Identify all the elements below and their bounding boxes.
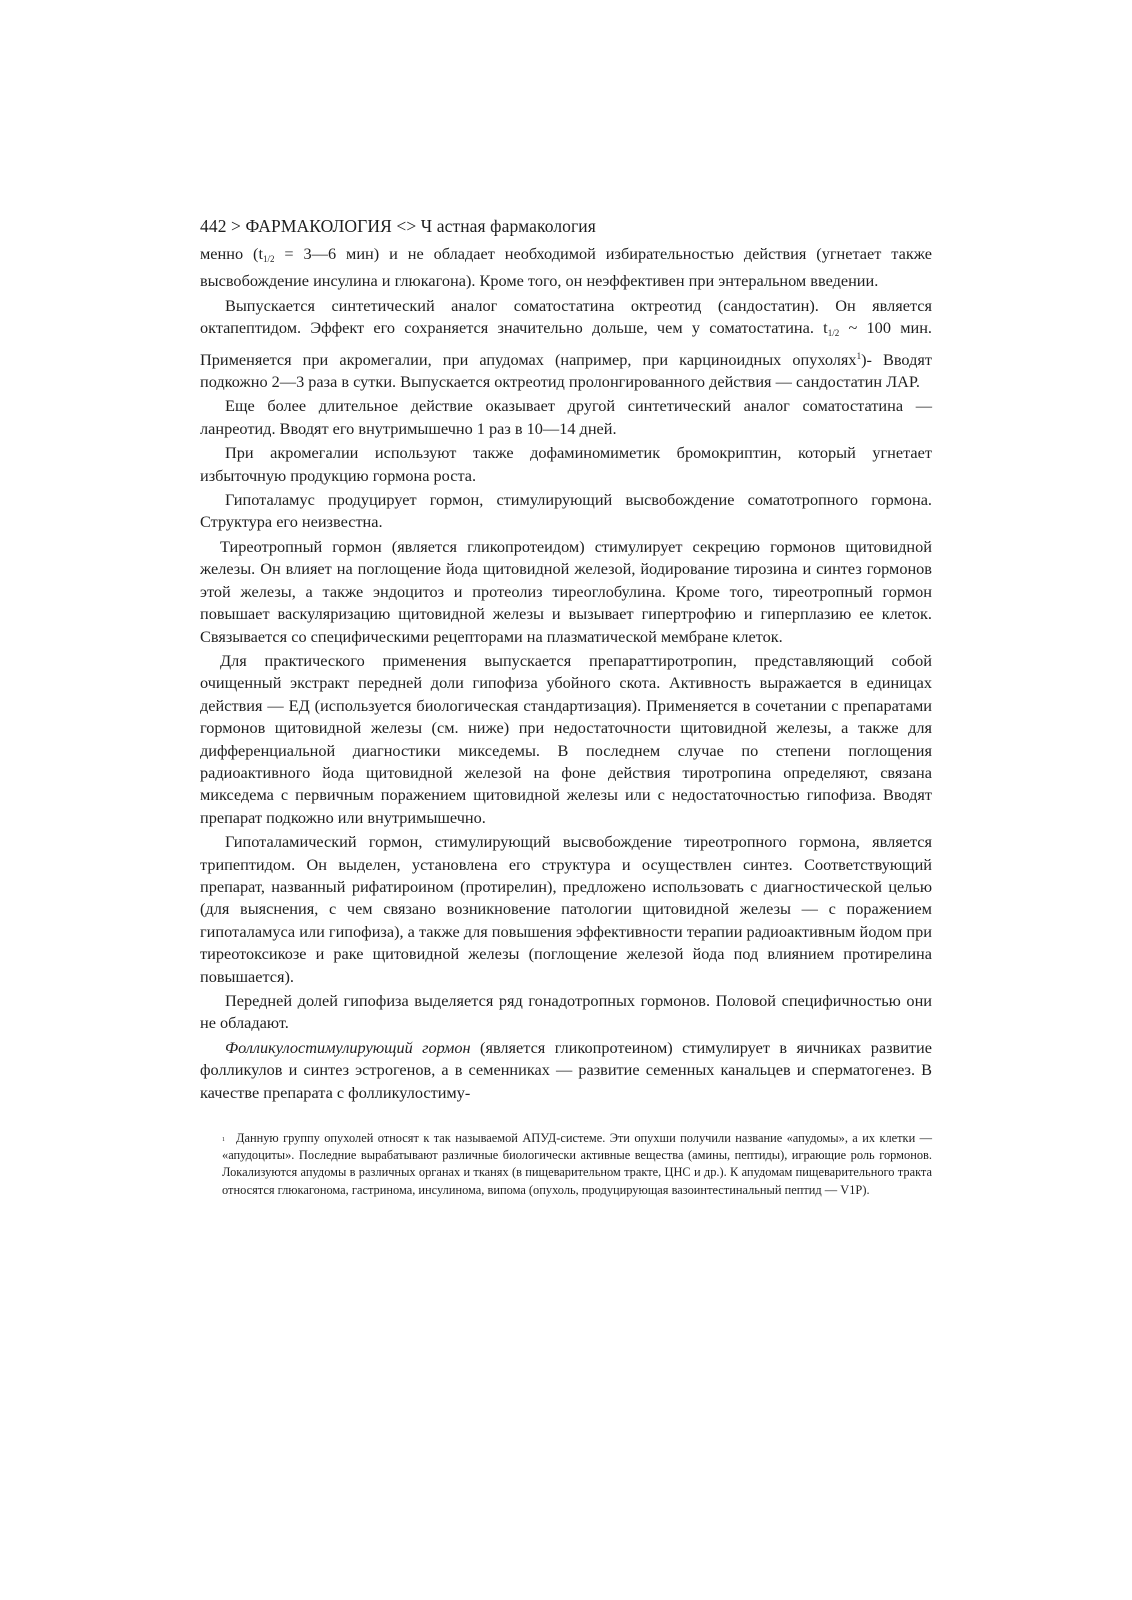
paragraph-1 <box>200 243 932 293</box>
paragraph-2-end: )- Вводят подкожно 2—3 раза в сутки. Выпускается октреотид пролонгированного действия — сандостатин ЛАР. <box>200 349 932 392</box>
paragraph-2 <box>200 295 932 394</box>
paragraph-6: Тиреотропный гормон (является гликопротеидом) стимулирует секрецию гормонов щитовидной железы. Он влияет на поглощение йода щитовидной железой, йодирование тирозина и синтез гормонов этой железы, а также эндоцитоз и протеолиз тиреоглобулина. Кроме того, тиреотропный гормон повышает васкуляризацию щитовидной железы и вызывает гипертрофию и гиперплазию ее клеток. Связывается со специфическими рецепторами на плазматической мембране клеток. <box>200 536 932 646</box>
paragraph-7: Для практического применения выпускается препараттиротропин, представляющий собой очищенный экстракт передней доли гипофиза убойного скота. Активность выражается в единицах действия — ЕД (используется биологическая стандартизация). Применяется в сочетании с препаратами гормонов щитовидной железы (см. ниже) при недостаточности щитовидной железы, а также для дифференциальной диагностики микседемы. В последнем случае по степени поглощения радиоактивного йода щитовидной железой на фоне действия тиротропина определяют, связана микседема с первичным поражением щитовидной железы или с недостаточностью гипофиза. Вводят препарат подкожно или внутримышечно. <box>200 650 932 827</box>
paragraph-1-start: менно (t <box>200 244 263 263</box>
paragraph-2-middle: ~ 100 мин. Применяется при акромегалии, при апудомах (например, при карциноидных опухолях <box>200 318 932 369</box>
paragraph-2-start: Выпускается синтетический аналог соматостатина октреотид (сандостатин). Он является октапептидом. Эффект его сохраняется значительно дольше, чем у соматостатина. t <box>200 295 932 338</box>
footnote-text: Данную группу опухолей относят к так называемой АПУД-системе. Эти опухши получили название «апудомы», а их клетки — «апудоциты». Последние вырабатывают различные биологически активные вещества (амины, пептиды), играющие роль гормонов. Локализуются апудомы в различных органах и тканях (в пищеварительном тракте, ЦНС и др.). К апудомам пищеварительного тракта относятся глюкагонома, гастринома, инсулинома, випома (опухоль, продуцирующая вазоинтестинальный пептид — V1P). <box>222 1131 932 1197</box>
footnote-mark: 1 <box>222 1137 225 1144</box>
paragraph-10 <box>200 1037 932 1104</box>
footnote <box>200 1130 932 1199</box>
paragraph-3: Еще более длительное действие оказывает другой синтетический аналог соматостатина — ланреотид. Вводят его внутримышечно 1 раз в 10—14 дней. <box>200 396 932 438</box>
paragraph-9: Передней долей гипофиза выделяется ряд гонадотропных гормонов. Половой специфичностью они не обладают. <box>200 991 932 1033</box>
running-header: 442 > ФАРМАКОЛОГИЯ <> Ч астная фармакология <box>200 216 596 236</box>
half-life-subscript: 1/2 <box>262 254 275 264</box>
footnote-reference: 1 <box>856 350 862 361</box>
half-life-subscript: 1/2 <box>827 328 840 339</box>
paragraph-10-rest: (является гликопротеином) стимулирует в яичниках развитие фолликулов и синтез эстрогенов, а в семенниках — развитие семенных канальцев и сперматогенез. В качестве препарата с фолликулостиму- <box>200 1037 932 1102</box>
paragraph-5: Гипоталамус продуцирует гормон, стимулирующий высвобождение соматотропного гормона. Структура его неизвестна. <box>200 490 932 532</box>
hormone-name-italic: Фолликулостимулирующий гормон <box>225 1037 471 1057</box>
paragraph-4: При акромегалии используют также дофаминомиметик бромокриптин, который угнетает избыточную продукцию гормона роста. <box>200 443 932 485</box>
paragraph-8: Гипоталамический гормон, стимулирующий высвобождение тиреотропного гормона, является трипептидом. Он выделен, установлена его структура и осуществлен синтез. Соответствующий препарат, названный рифатироином (протирелин), предложено использовать с диагностической целью (для выяснения, с чем связано возникновение патологии щитовидной железы — с поражением гипоталамуса или гипофиза), а также для повышения эффективности терапии радиоактивным йодом при тиреотоксикозе и раке щитовидной железы (поглощение железой йода под влиянием протирелина повышается). <box>200 832 932 986</box>
main-text <box>200 243 932 1104</box>
page <box>200 215 932 1199</box>
paragraph-1-rest: = 3—6 мин) и не обладает необходимой избирательностью действия (угнетает также высвобождение инсулина и глюкагона). Кроме того, он неэффективен при энтеральном введении. <box>200 244 932 291</box>
